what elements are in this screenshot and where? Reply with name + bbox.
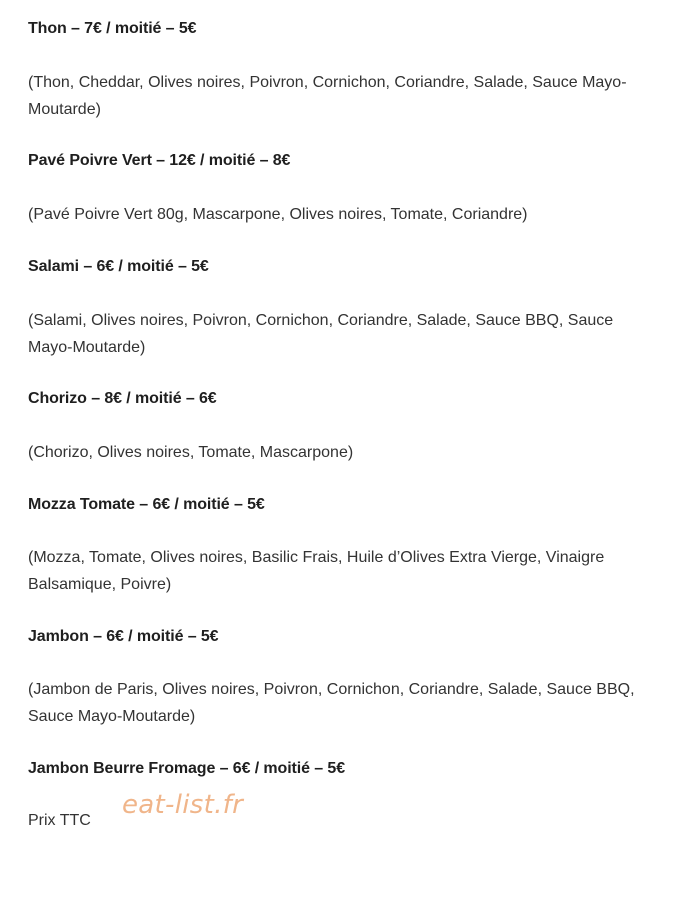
item-description-chorizo: (Chorizo, Olives noires, Tomate, Mascarpone): [28, 444, 354, 461]
item-title-chorizo: Chorizo – 8€ / moitié – 6€: [28, 390, 217, 407]
item-title-jambon-beurre-fromage: Jambon Beurre Fromage – 6€ / moitié – 5€: [28, 760, 346, 777]
item-title-thon: Thon – 7€ / moitié – 5€: [28, 20, 197, 37]
price-note: Prix TTC: [28, 812, 91, 829]
item-title-salami: Salami – 6€ / moitié – 5€: [28, 258, 209, 275]
item-title-jambon: Jambon – 6€ / moitié – 5€: [28, 628, 219, 645]
item-description-thon: (Thon, Cheddar, Olives noires, Poivron, Cornichon, Coriandre, Salade, Sauce Mayo-Moutarde): [28, 74, 627, 118]
item-title-mozza-tomate: Mozza Tomate – 6€ / moitié – 5€: [28, 496, 265, 513]
item-description-jambon: (Jambon de Paris, Olives noires, Poivron, Cornichon, Coriandre, Salade, Sauce BBQ, Sauce Mayo-Moutarde): [28, 681, 635, 725]
item-description-pave-poivre-vert: (Pavé Poivre Vert 80g, Mascarpone, Olives noires, Tomate, Coriandre): [28, 206, 528, 223]
item-description-salami: (Salami, Olives noires, Poivron, Cornichon, Coriandre, Salade, Sauce BBQ, Sauce Mayo-Moutarde): [28, 312, 614, 356]
watermark-logo: eat-list.fr: [122, 790, 244, 820]
item-title-pave-poivre-vert: Pavé Poivre Vert – 12€ / moitié – 8€: [28, 152, 291, 169]
item-description-mozza-tomate: (Mozza, Tomate, Olives noires, Basilic Frais, Huile d’Olives Extra Vierge, Vinaigre Balsamique, Poivre): [28, 549, 605, 593]
